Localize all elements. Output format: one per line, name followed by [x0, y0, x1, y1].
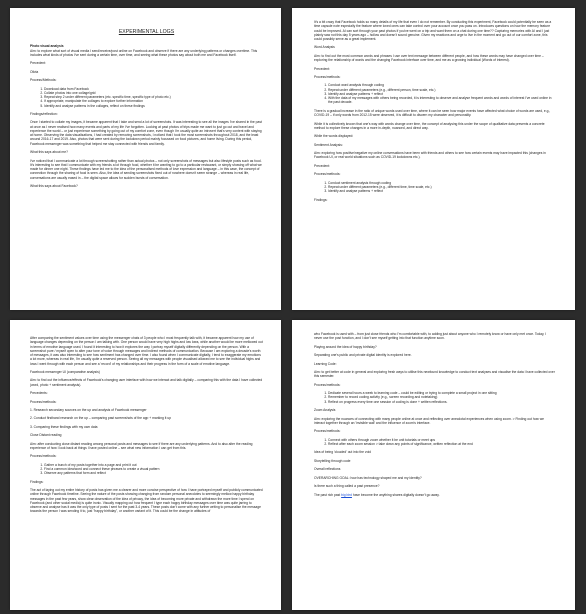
list-item: 5. Identify and analyse patterns in the collages, reflect on these findings — [44, 104, 263, 108]
paragraph: Aim: to find out the most common words and phrases I use over text message between different people, and how these words may have changed over time – exploring the relationship of words and the changing Facebook interface over time, and me as a growing individual (Words of interest). — [314, 53, 544, 63]
page-4-content — [292, 320, 575, 509]
list-item: 4. If appropriate, manipulate the collages to explore further information — [44, 99, 263, 103]
list-item: 3. Observe any patterns that form and reflect — [44, 471, 263, 475]
paragraph: Aim: to explore what sort of visual media I send/receive/post online on Facebook and observe if there are any underlying patterns or changes overtime. This includes what kinds of photos I've sent during a certain time, over time, and seeing what these photos say about both me and Facebook itself. — [30, 48, 258, 57]
paragraph: Precedents: — [30, 391, 48, 396]
paragraph: Idea of being 'clouded' out into the void — [314, 450, 371, 455]
paragraph: Findings: — [314, 197, 328, 202]
paragraph: Process/methods: — [314, 75, 341, 79]
paragraph: Aim: after conducting close distant reading among personal posts and messages to see if there are any underlying patterns. And to also alter the reading experience of how I look back at things I have posted online – see what new information I can get from this. — [30, 441, 253, 450]
paragraph-with-link — [314, 493, 555, 497]
paragraph: Findings: — [30, 479, 44, 484]
paragraph: After comparing the sentiment values over time using the messenger chats of 3 people who I most frequently talk with, it became apparent how my use of language changes depending on the person I am talking with. One person would have very high highs and low lows, while another would be more mellowed out in terms of emotive language used. I found it interesting to how it explores the way I portray myself digitally differently depending on the person. With a screenshot pure / myself open to alter your tone of voice through messages and indirect methods of communication. Because I am exploring a decade's worth of messages, it was also interesting to see how sentiment has changed over time. I also found when I communicate digitally, I tend to exaggerate my emotions a lot more, whereas in real life, I'm usually quite a reserved person. Seeing all my messages with people visualised allowed me to see the individual highs and lows I went through with each person and see a 'record' of my relationships and their progress in the form of a scale of emotive language. — [30, 336, 263, 366]
paragraph: There is a gradual increase in the ratio of unique words used over time, where it can be seen how major events have affected what choice of words are used, e.g., COVID-19 – if only words from 2012-15 were observed, it is difficult to discern my character and personality. — [314, 108, 551, 118]
list-item: 1. Download data from Facebook — [44, 87, 263, 91]
paragraph: Facebook messenger UI (comparative analysis) — [30, 369, 100, 374]
list-item: 2. Repeat under different parameters (e.g., different time, time scale, etc.) — [328, 185, 555, 189]
paragraph: Olivia — [30, 69, 39, 74]
paragraph: What this says about Facebook? — [30, 183, 78, 188]
page-2-content — [292, 8, 575, 214]
paragraph: Aim: exploring the nuances of connecting with many people online at once and reflecting over anecdotal experiences when using zoom. > Finding out how we interact together through an 'invisible wall' and the influence of zoom's interface. — [314, 416, 544, 425]
section-heading: Photo visual analysis — [30, 44, 64, 49]
list-item: 2. Find a common idea/word and connect these phrases to create a visual pattern — [44, 467, 263, 471]
document-page-1 — [10, 8, 281, 310]
paragraph: Storytelling through code — [314, 458, 351, 463]
paragraph: Process/methods: — [314, 382, 341, 387]
paragraph: Aim: to find out the influence/effects of Facebook's changing user interface with how we interact and talk digitally – comparing this with the data I have collected (word, photo + sentiment analysis). — [30, 378, 263, 387]
list-item: 1. Connect with others through zoom whether it be unit tutorials or meet ups — [328, 438, 555, 442]
hyperlink[interactable]: big bird — [341, 492, 352, 497]
page-1-content — [10, 8, 281, 200]
paragraph: I've noticed that I communicate a lot through screenshotting rather than actual photos – not only screenshots of messages but also lifestyle posts such as food. It's interesting to see that I communicate with my friends a lot through food, whether it be wanting to go to a particular restaurant, or simply showing off what we made for dinner one night. These findings have led me to the idea of the personalised methods of love expression and language – in this case, the concept of connection through the sharing of food is seen. Also, the idea of sending screenshots fixed out of nowhere doesn't seem strange – whereas in real life, conversations are usually eased in – the digital space allows for sudden bursts of conversation. — [30, 158, 262, 180]
paragraph: Aim: to get better at code in general and exploring fresh ways to utilise this newfound knowledge to conduct text analyses and visualise the data I have collected over this semester. — [314, 370, 555, 379]
numbered-list — [30, 463, 263, 476]
paragraph: Precedent: — [314, 163, 330, 168]
list-item: 3. Repeat step 2 under different parameters (etc. specific time, specific type of photo etc.) — [44, 95, 263, 99]
page-3-content — [10, 320, 281, 526]
paragraph: Is there such a thing called a past presence? — [314, 484, 380, 489]
list-item: 3. Identify and analyse patterns + reflect — [328, 92, 555, 96]
document-page-4 — [292, 320, 575, 610]
paragraph: Learning Code: — [314, 361, 337, 366]
paragraph: Process/methods: — [314, 429, 341, 434]
paragraph: who Facebook is used with – from just close friends who I'm comfortable with, to adding just about anyone who I remotely know or have only met once. Today, I never use the post function, and I don't see myself getting into that function anytime soon. — [314, 332, 547, 341]
numbered-list — [314, 181, 555, 194]
paragraph: Process/methods: — [30, 399, 57, 404]
list-item: 1. Conduct word analysis through coding — [328, 83, 555, 87]
numbered-list — [314, 83, 555, 104]
paragraph: 3. Comparing these findings with my own data — [30, 424, 98, 429]
paragraph: Word Analysis — [314, 45, 335, 50]
numbered-list — [314, 391, 555, 404]
paragraph: While it is collectively known that one's way with words change over time, the concept of analysing this under the scope of qualitative data presents a concrete method to explore these changes in a more in-depth, nuanced, and direct way. — [314, 121, 545, 130]
paragraph: It's a bit crazy that Facebook holds so many details of my life that even I do not remember. By conducting this experiment, Facebook could potentially be seen as a time capsule note especially the feature where loved ones can take control over your account once you pass on. Introduces questions on how the memory feature could be improved. AI can sort through your past photos if you've went on a trip and want them on a chat during one time?? Capturing memories with AI and I just plainly saw not this day 5 years ago – hollow and doesn't sound genuine. Given my reactions and urge to live in the moment and go out of our comfort zone, this could possibly serve as a great implement. — [314, 20, 552, 41]
text-after-link: have become the anything shares digitally doesn't go away. — [351, 492, 440, 497]
list-item: 2. Collate photos into one collage/grid — [44, 91, 263, 95]
numbered-list — [30, 87, 263, 108]
list-item: 3. Reflect on progress every time one session of coding is done + written reflections. — [328, 400, 555, 404]
list-item: 2. Remember to record coding activity (e.g., screen recording and notetaking) — [328, 395, 555, 399]
paragraph: Overall reflections — [314, 467, 341, 472]
paragraph: Precedent: — [30, 61, 46, 66]
paragraph: Process/Methods: — [30, 78, 57, 83]
paragraph: 1. Research secondary sources on the up and analysis of Facebook messenger — [30, 407, 147, 412]
paragraph: What this says about me? — [30, 150, 68, 155]
paragraph: Aim: exploring how positive/negative my online conversations have been with friends and others to see how certain events may have impacted this (changes in Facebook UI, or real world situations such as COVID-19 lockdowns etc.). — [314, 151, 546, 160]
paragraph: OVERARCHING GOAL: how has technology shaped me and my identity? — [314, 475, 422, 480]
paragraph: Zoom Analysis — [314, 408, 336, 413]
paragraph: Once I started to collate my images, it became apparent that I take and send a lot of screenshots. It was interesting to see all the images I've shared in the past at once as I never realised how many events and parts of my life I've forgotten. Looking at past photos of trips made me want to just go out and travel and experience the world – or just experience something by going out of my comfort zone, even though I'm usually quite an introvert that's very content with staying at home. Observing the data visualisations, I had created by removing screenshots, I noticed that I took the most screenshots throughout 2018, and the least around 2016-17 and 2019. Also, photos that were sent during the lockdown period mainly focussed on food pictures, and home living. During this period, Facebook messenger was something that helped me stay connected with friends and family. — [30, 120, 262, 146]
paragraph: The act of laying out my entire history of posts has given me a clearer and more concise perspective of how I have portrayed myself and publicly communicated online through Facebook timeline. Seeing the nature of the posts showing changing from random personal anecdotes to seemingly mellow happy birthday messages in the past few years, show clear observation of the idea of privacy, the idea of becoming more private and withdrawn the more time I spend on Facebook (and other social media) is quite ironic. Visually mapping out how frequent I type each happy birthday messages over time was quite jarring to observe and analyse has it was the only type of posts I sent for the past 3-4 years. These posts don't come with any further writing to personalise the message towards the person I was sending it to, just "happy birthday", or another variant of it. This could be the change in attitudes of — [30, 488, 263, 514]
paragraph: Sentiment Analysis: — [314, 142, 343, 147]
paragraph: Separating one's public and private digital identity is explored here. — [314, 353, 412, 358]
paragraph: Findings/reflection: — [30, 111, 58, 116]
paragraph: Playing around the idea of happy birthday? — [314, 344, 377, 349]
numbered-list — [314, 438, 555, 447]
list-item: 1. Dedicate several hours a week to learning code – could be editing or trying to complete a small project in one sitting — [328, 391, 555, 395]
document-title: EXPERIMENTAL LOGS — [118, 29, 175, 35]
list-item: 2. Repeat under different parameters (e.g., different person, time scale, etc.) — [328, 88, 555, 92]
list-item: 4. With the data of my messages with others being recorded, it is interesting to observe and analyse frequent words and words of interest I've used online in the past decade. — [328, 96, 555, 105]
list-item: 3. Identify and analyse patterns + reflect — [328, 189, 555, 193]
paragraph: While the words displayed: — [314, 134, 354, 139]
list-item: 2. Reflect after each zoom session > take down any points of significance, written reflection at the end — [328, 442, 555, 446]
paragraph: Process/methods: — [30, 454, 57, 459]
paragraph: 2. Conduct firsthand research on the up – comparing past screenshots of the app + marking it up — [30, 416, 172, 421]
list-item: 1. Gather a bunch of my posts together into a page and print it out — [44, 463, 263, 467]
document-page-3 — [10, 320, 281, 610]
paragraph: Close Distant reading — [30, 433, 62, 438]
list-item: 1. Conduct sentiment analysis through coding — [328, 181, 555, 185]
document-page-2 — [292, 8, 575, 310]
paragraph: Process/methods: — [314, 172, 341, 177]
text-before-link: The past rich past — [314, 492, 342, 497]
paragraph: Precedent: — [314, 66, 330, 71]
